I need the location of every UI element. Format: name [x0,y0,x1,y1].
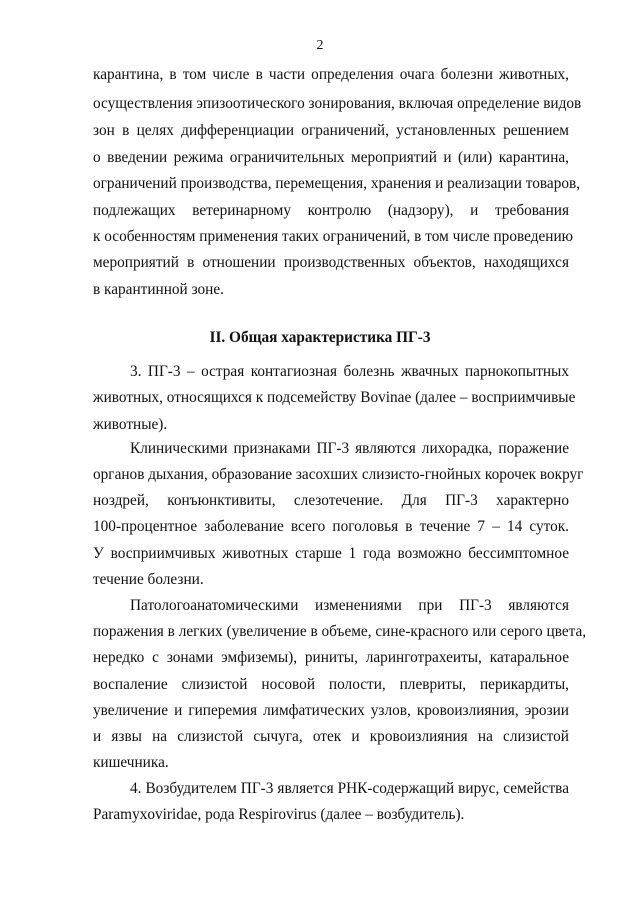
paragraph-3-line: 100-процентное заболевание всего поголовья в течение 7 – 14 суток. [93,518,569,535]
paragraph-4-line: увеличение и гиперемия лимфатических узлов, кровоизлияния, эрозии [93,702,569,719]
paragraph-1-line: к особенностям применения таких ограничений, в том числе проведению [93,228,574,245]
paragraph-2-line: животные). [93,416,168,433]
paragraph-2-line: 3. ПГ-3 – острая контагиозная болезнь жвачных парнокопытных [130,363,569,380]
paragraph-1-line: карантина, в том числе в части определения очага болезни животных, [93,66,569,83]
paragraph-3-line: течение болезни. [93,571,204,588]
paragraph-1-line: мероприятий в отношении производственных объектов, находящихся [93,254,569,271]
paragraph-1-line: о введении режима ограничительных мероприятий и (или) карантина, [93,149,569,166]
paragraph-3-line: органов дыхания, образование засохших слизисто-гнойных корочек вокруг [93,466,584,483]
paragraph-4-line: нередко с зонами эмфиземы), риниты, ларинготрахеиты, катаральное [93,649,569,666]
paragraph-2-line: животных, относящихся к подсемейству Bovinae (далее – восприимчивые [93,389,576,406]
paragraph-1-line: подлежащих ветеринарному контролю (надзору), и требования [93,202,569,219]
paragraph-4-line: поражения в легких (увеличение в объеме, сине-красного или серого цвета, [93,623,587,640]
paragraph-4-line: Патологоанатомическими изменениями при ПГ-3 являются [130,597,569,614]
paragraph-4-line: воспаление слизистой носовой полости, плевриты, перикардиты, [93,676,569,693]
paragraph-1-line: зон в целях дифференциации ограничений, установленных решением [93,122,569,139]
paragraph-4-line: кишечника. [93,754,169,771]
paragraph-1-line: ограничений производства, перемещения, хранения и реализации товаров, [93,175,581,192]
paragraph-3-line: ноздрей, конъюнктивиты, слезотечение. Для ПГ-3 характерно [93,492,569,509]
section-heading: II. Общая характеристика ПГ-3 [209,329,431,346]
paragraph-3-line: Клиническими признаками ПГ-3 являются лихорадка, поражение [130,440,569,457]
paragraph-5-line: Paramyxoviridae, рода Respirovirus (далее – возбудитель). [93,806,465,823]
page-number: 2 [316,38,324,53]
paragraph-1-line: в карантинной зоне. [93,281,224,298]
paragraph-1-line: осуществления эпизоотического зонирования, включая определение видов [93,95,582,112]
paragraph-3-line: У восприимчивых животных старше 1 года возможно бессимптомное [93,545,569,562]
paragraph-4-line: и язвы на слизистой сычуга, отек и кровоизлияния на слизистой [93,728,569,745]
paragraph-5-line: 4. Возбудителем ПГ-3 является РНК-содержащий вирус, семейства [130,780,569,797]
